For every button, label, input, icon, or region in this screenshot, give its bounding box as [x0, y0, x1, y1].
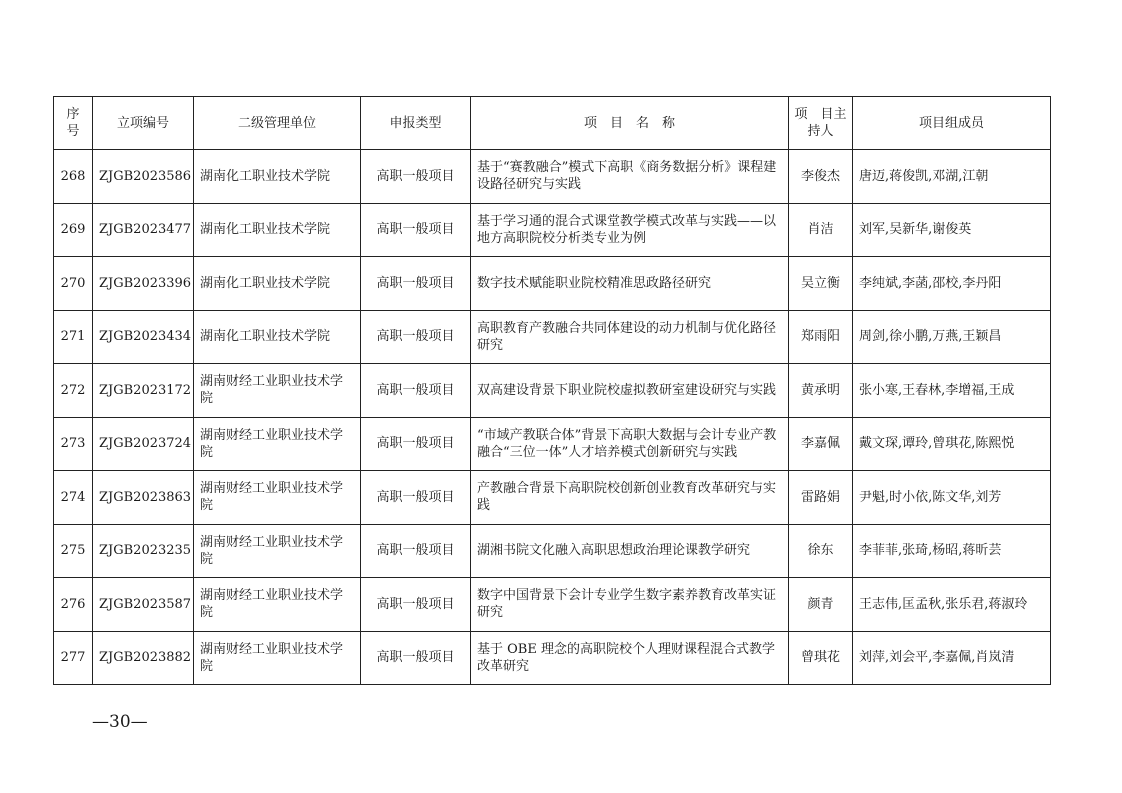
cell-no: 273	[54, 417, 93, 471]
cell-code: ZJGB2023172	[93, 364, 194, 418]
cell-project-name: “市域产教联合体”背景下高职大数据与会计专业产教融合“三位一体”人才培养模式创新研究与实践	[471, 417, 789, 471]
cell-unit: 湖南财经工业职业技术学院	[194, 364, 361, 418]
cell-project-name: 基于学习通的混合式课堂教学模式改革与实践——以地方高职院校分析类专业为例	[471, 203, 789, 257]
header-name: 项 目 名 称	[471, 97, 789, 150]
header-members: 项目组成员	[853, 97, 1051, 150]
cell-project-name: 数字中国背景下会计专业学生数字素养教育改革实证研究	[471, 578, 789, 632]
cell-members: 刘军,吴新华,谢俊英	[853, 203, 1051, 257]
cell-unit: 湖南化工职业技术学院	[194, 310, 361, 364]
cell-leader: 肖洁	[789, 203, 853, 257]
cell-type: 高职一般项目	[361, 364, 471, 418]
cell-code: ZJGB2023863	[93, 471, 194, 525]
cell-unit: 湖南财经工业职业技术学院	[194, 524, 361, 578]
cell-members: 王志伟,匡孟秋,张乐君,蒋淑玲	[853, 578, 1051, 632]
cell-no: 269	[54, 203, 93, 257]
cell-project-name: 基于“赛教融合”模式下高职《商务数据分析》课程建设路径研究与实践	[471, 150, 789, 204]
cell-project-name: 双高建设背景下职业院校虚拟教研室建设研究与实践	[471, 364, 789, 418]
cell-leader: 李嘉佩	[789, 417, 853, 471]
table-row	[54, 631, 1051, 685]
cell-no: 271	[54, 310, 93, 364]
cell-unit: 湖南化工职业技术学院	[194, 257, 361, 311]
cell-code: ZJGB2023235	[93, 524, 194, 578]
cell-leader: 徐东	[789, 524, 853, 578]
cell-no: 277	[54, 631, 93, 685]
cell-type: 高职一般项目	[361, 257, 471, 311]
cell-project-name: 高职教育产教融合共同体建设的动力机制与优化路径研究	[471, 310, 789, 364]
page-number: —30—	[92, 712, 148, 732]
header-leader: 项 目主持人	[789, 97, 853, 150]
cell-no: 268	[54, 150, 93, 204]
cell-code: ZJGB2023882	[93, 631, 194, 685]
cell-members: 李纯斌,李菡,邵校,李丹阳	[853, 257, 1051, 311]
table-row	[54, 364, 1051, 418]
cell-no: 275	[54, 524, 93, 578]
cell-members: 唐迈,蒋俊凯,邓湖,江朝	[853, 150, 1051, 204]
cell-members: 张小寒,王春林,李增福,王成	[853, 364, 1051, 418]
cell-members: 周剑,徐小鹏,万燕,王颖昌	[853, 310, 1051, 364]
cell-members: 戴文琛,谭玲,曾琪花,陈熙悦	[853, 417, 1051, 471]
cell-leader: 曾琪花	[789, 631, 853, 685]
cell-no: 272	[54, 364, 93, 418]
cell-unit: 湖南化工职业技术学院	[194, 150, 361, 204]
cell-type: 高职一般项目	[361, 471, 471, 525]
cell-type: 高职一般项目	[361, 150, 471, 204]
project-table	[53, 96, 1051, 685]
cell-members: 刘萍,刘会平,李嘉佩,肖岚清	[853, 631, 1051, 685]
cell-code: ZJGB2023724	[93, 417, 194, 471]
cell-code: ZJGB2023396	[93, 257, 194, 311]
cell-unit: 湖南化工职业技术学院	[194, 203, 361, 257]
cell-unit: 湖南财经工业职业技术学院	[194, 417, 361, 471]
cell-no: 276	[54, 578, 93, 632]
header-no: 序号	[54, 97, 93, 150]
cell-type: 高职一般项目	[361, 310, 471, 364]
cell-type: 高职一般项目	[361, 631, 471, 685]
cell-leader: 颜青	[789, 578, 853, 632]
cell-type: 高职一般项目	[361, 417, 471, 471]
cell-code: ZJGB2023434	[93, 310, 194, 364]
table-row	[54, 471, 1051, 525]
cell-leader: 吴立衡	[789, 257, 853, 311]
table-row	[54, 203, 1051, 257]
cell-type: 高职一般项目	[361, 203, 471, 257]
table-row	[54, 257, 1051, 311]
cell-project-name: 基于 OBE 理念的高职院校个人理财课程混合式教学改革研究	[471, 631, 789, 685]
cell-unit: 湖南财经工业职业技术学院	[194, 578, 361, 632]
cell-code: ZJGB2023477	[93, 203, 194, 257]
cell-code: ZJGB2023587	[93, 578, 194, 632]
cell-project-name: 数字技术赋能职业院校精准思政路径研究	[471, 257, 789, 311]
cell-project-name: 湖湘书院文化融入高职思想政治理论课教学研究	[471, 524, 789, 578]
table-row	[54, 524, 1051, 578]
cell-members: 尹魁,时小依,陈文华,刘芳	[853, 471, 1051, 525]
table-header-row	[54, 97, 1051, 150]
header-code: 立项编号	[93, 97, 194, 150]
cell-leader: 雷路娟	[789, 471, 853, 525]
table-row	[54, 417, 1051, 471]
cell-type: 高职一般项目	[361, 524, 471, 578]
cell-leader: 郑雨阳	[789, 310, 853, 364]
table-row	[54, 578, 1051, 632]
header-type: 申报类型	[361, 97, 471, 150]
cell-type: 高职一般项目	[361, 578, 471, 632]
table-row	[54, 150, 1051, 204]
cell-members: 李菲菲,张琦,杨昭,蒋昕芸	[853, 524, 1051, 578]
cell-leader: 黄承明	[789, 364, 853, 418]
cell-unit: 湖南财经工业职业技术学院	[194, 471, 361, 525]
table-row	[54, 310, 1051, 364]
cell-leader: 李俊杰	[789, 150, 853, 204]
header-unit: 二级管理单位	[194, 97, 361, 150]
cell-project-name: 产教融合背景下高职院校创新创业教育改革研究与实践	[471, 471, 789, 525]
cell-unit: 湖南财经工业职业技术学院	[194, 631, 361, 685]
cell-no: 274	[54, 471, 93, 525]
cell-no: 270	[54, 257, 93, 311]
cell-code: ZJGB2023586	[93, 150, 194, 204]
